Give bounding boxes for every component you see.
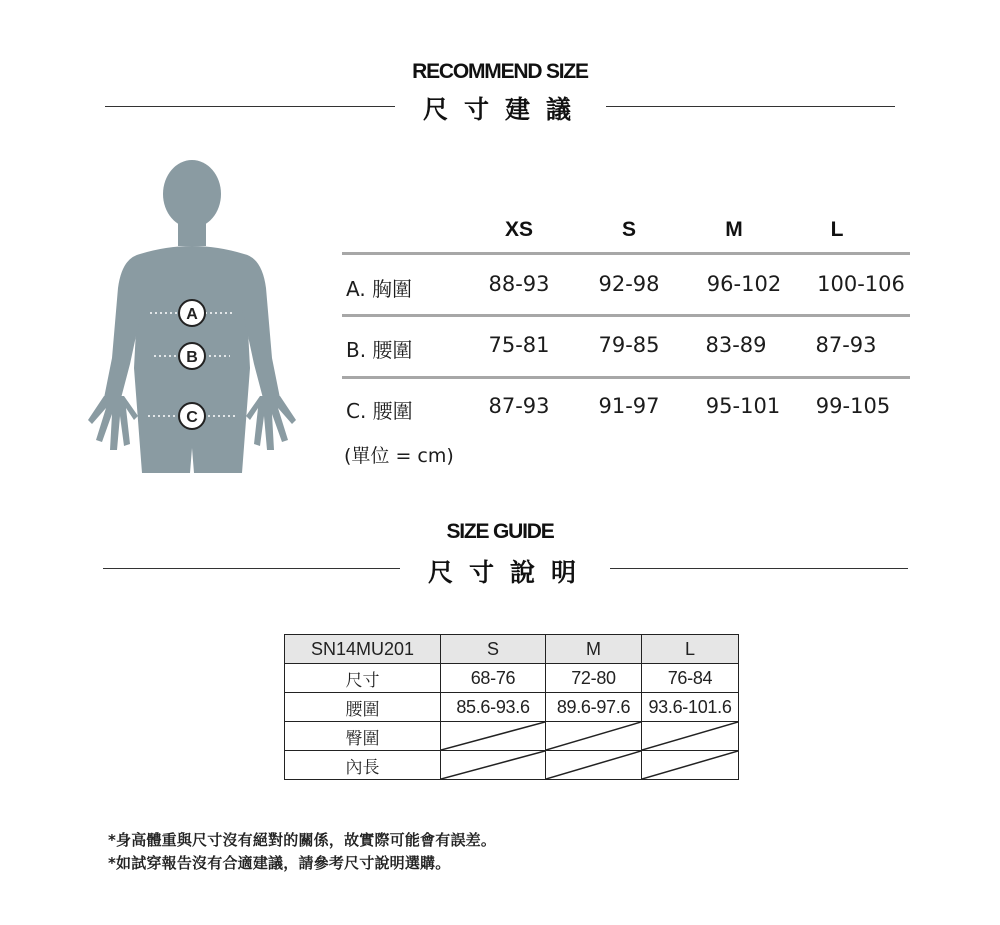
- value-cell: 91-97: [598, 394, 660, 418]
- value-cell: 75-81: [488, 333, 550, 357]
- size-header-l: L: [830, 218, 844, 241]
- size-header-s: S: [621, 218, 636, 241]
- value-cell: 96-102: [706, 272, 782, 296]
- recommend-title-zh: 尺寸建議: [422, 95, 587, 124]
- value-cell: 79-85: [598, 333, 660, 357]
- table-cell: 72-80: [546, 664, 642, 693]
- size-header-m: M: [546, 635, 642, 664]
- value-cell: 100-106: [817, 272, 905, 296]
- value-cell: 83-89: [705, 333, 767, 357]
- recommend-title-en: RECOMMEND SIZE: [412, 60, 588, 83]
- value-cell: 88-93: [488, 272, 550, 296]
- empty-cell: [642, 722, 739, 751]
- table-divider: [342, 376, 910, 379]
- row-label-chest: A. 胸圍: [346, 277, 413, 301]
- table-row: [285, 635, 739, 664]
- table-cell: 85.6-93.6: [441, 693, 546, 722]
- guide-title-en: SIZE GUIDE: [446, 520, 554, 543]
- empty-cell: [441, 751, 546, 780]
- value-cell: 95-101: [705, 394, 781, 418]
- marker-a: A: [186, 306, 198, 323]
- size-header-m: M: [725, 218, 743, 241]
- row-label-size: 尺寸: [285, 664, 441, 693]
- value-cell: 87-93: [815, 333, 877, 357]
- note-line-2: *如試穿報告沒有合適建議，請參考尺寸說明選購。: [108, 854, 451, 872]
- row-label-hip: 臀圍: [285, 722, 441, 751]
- heading-rule-right: [610, 568, 908, 569]
- heading-rule-right: [606, 106, 895, 107]
- unit-note: (單位 = cm): [344, 445, 454, 467]
- table-cell: 89.6-97.6: [546, 693, 642, 722]
- value-cell: 99-105: [815, 394, 891, 418]
- table-cell: 68-76: [441, 664, 546, 693]
- table-row: [285, 664, 739, 693]
- table-row: [285, 751, 739, 780]
- table-row: [285, 722, 739, 751]
- size-guide-table: [284, 634, 739, 780]
- empty-cell: [546, 751, 642, 780]
- size-header-s: S: [441, 635, 546, 664]
- value-cell: 92-98: [598, 272, 660, 296]
- note-line-1: *身高體重與尺寸沒有絕對的關係，故實際可能會有誤差。: [108, 831, 497, 849]
- table-cell: 93.6-101.6: [642, 693, 739, 722]
- table-row: [285, 693, 739, 722]
- body-silhouette-icon: [82, 158, 302, 473]
- value-cell: 87-93: [488, 394, 550, 418]
- heading-rule-left: [105, 106, 395, 107]
- empty-cell: [441, 722, 546, 751]
- table-divider: [342, 252, 910, 255]
- size-header-xs: XS: [504, 218, 533, 241]
- row-label-waist: B. 腰圍: [346, 338, 413, 362]
- heading-rule-left: [103, 568, 400, 569]
- row-label-hip: C. 腰圍: [346, 399, 413, 423]
- model-code: SN14MU201: [285, 635, 441, 664]
- body-figure: [82, 158, 302, 473]
- empty-cell: [546, 722, 642, 751]
- marker-c: C: [186, 409, 198, 426]
- size-header-l: L: [642, 635, 739, 664]
- empty-cell: [642, 751, 739, 780]
- row-label-waist: 腰圍: [285, 693, 441, 722]
- table-divider: [342, 314, 910, 317]
- marker-b: B: [186, 349, 198, 366]
- row-label-inseam: 內長: [285, 751, 441, 780]
- table-cell: 76-84: [642, 664, 739, 693]
- guide-title-zh: 尺寸說明: [427, 558, 592, 587]
